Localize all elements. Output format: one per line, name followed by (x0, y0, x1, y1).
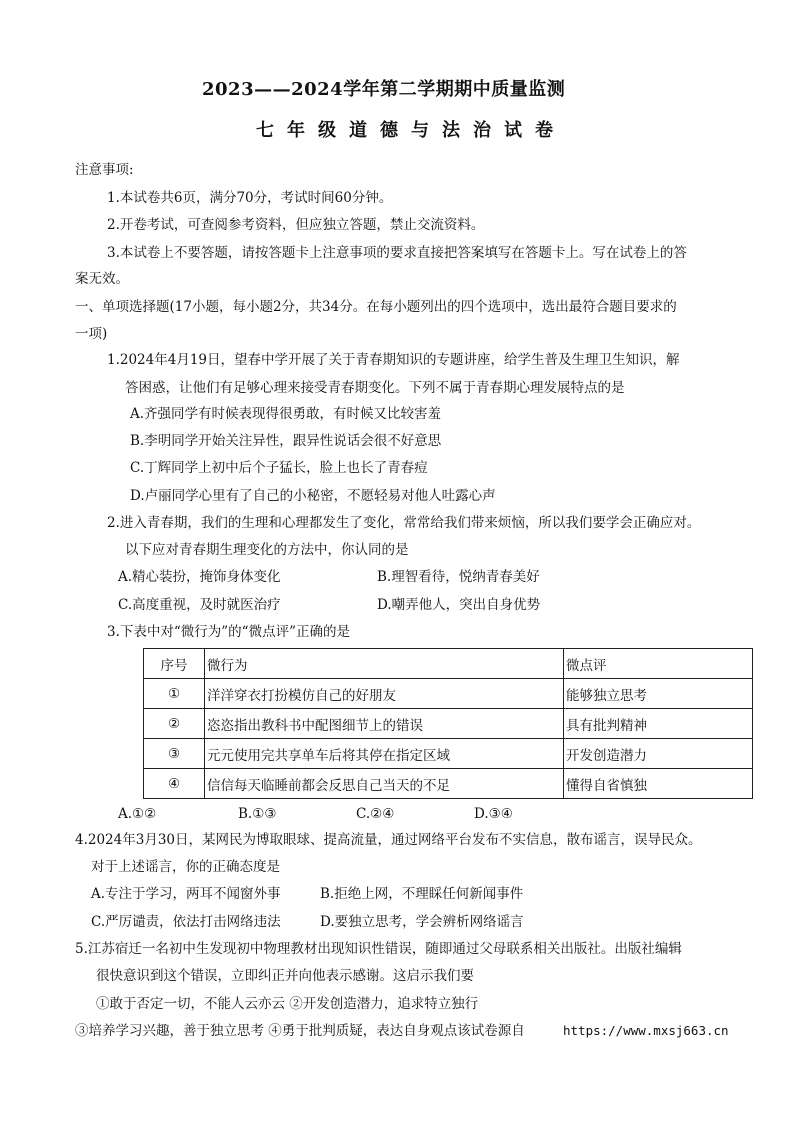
table-header-cell: 微点评 (564, 649, 753, 679)
table-cell: 懂得自省慎独 (564, 769, 753, 799)
q3-option-b: B.①③ (238, 806, 277, 822)
exam-subtitle: 七年级道德与法治试卷 (256, 120, 566, 141)
table-cell: 能够独立思考 (564, 679, 753, 709)
q2-option-d: D.嘲弄他人，突出自身优势 (377, 597, 541, 613)
q4-stem: 4.2024年3月30日，某网民为博取眼球、提高流量，通过网络平台发布不实信息，散布谣言，误导民众。 (75, 832, 702, 848)
q4-option-b: B.拒绝上网，不理睬任何新闻事件 (320, 886, 524, 902)
q5-stem: 5.江苏宿迁一名初中生发现初中物理教材出现知识性错误，随即通过父母联系相关出版社。出版社编辑 (75, 941, 682, 957)
q3-option-a: A.①② (118, 806, 157, 822)
q2-option-c: C.高度重视，及时就医治疗 (118, 597, 281, 613)
q2-option-a: A.精心装扮，掩饰身体变化 (118, 569, 281, 585)
table-cell: ① (144, 679, 205, 709)
notice-item: 案无效。 (75, 271, 129, 287)
notice-heading: 注意事项: (75, 162, 134, 178)
exam-title: 2023——2024学年第二学期期中质量监测 (202, 79, 566, 100)
q2-stem: 2.进入青春期，我们的生理和心理都发生了变化，常常给我们带来烦恼，所以我们要学会正确应对。 (107, 515, 701, 531)
q1-option-b: B.李明同学开始关注异性，跟异性说话会很不好意思 (130, 433, 442, 449)
q1-option-a: A.齐强同学有时候表现得很勇敢，有时候又比较害羞 (130, 406, 442, 422)
q1-option-d: D.卢丽同学心里有了自己的小秘密，不愿轻易对他人吐露心声 (130, 488, 496, 504)
table-cell: 信信每天临睡前都会反思自己当天的不足 (205, 769, 564, 799)
q5-choices-line2: ③培养学习兴趣，善于独立思考 ④勇于批判质疑，表达自身观点该试卷源自 (75, 1023, 525, 1039)
q4-option-d: D.要独立思考，学会辨析网络谣言 (320, 914, 524, 930)
source-url-link[interactable]: https://www.mxsj663.cn (563, 1023, 729, 1038)
q5-choices-line1: ①敢于否定一切，不能人云亦云 ②开发创造潜力，追求特立独行 (96, 996, 479, 1012)
q1-option-c: C.丁辉同学上初中后个子猛长，脸上也长了青春痘 (130, 460, 428, 476)
table-cell: ③ (144, 739, 205, 769)
notice-item: 2.开卷考试，可查阅参考资料，但应独立答题，禁止交流资料。 (107, 217, 485, 233)
q1-stem-cont: 答困惑，让他们有足够心理来接受青春期变化。下列不属于青春期心理发展特点的是 (125, 380, 625, 396)
table-cell: 元元使用完共享单车后将其停在指定区域 (205, 739, 564, 769)
table-cell: ④ (144, 769, 205, 799)
table-header-row (144, 649, 753, 679)
q3-stem: 3.下表中对“微行为”的“微点评”正确的是 (107, 624, 350, 640)
table-cell: 开发创造潜力 (564, 739, 753, 769)
q3-option-d: D.③④ (474, 806, 513, 822)
table-header-cell: 序号 (144, 649, 205, 679)
q1-stem: 1.2024年4月19日，望春中学开展了关于青春期知识的专题讲座，给学生普及生理卫生知识，解 (107, 352, 680, 368)
table-header-cell: 微行为 (205, 649, 564, 679)
notice-item: 3.本试卷上不要答题，请按答题卡上注意事项的要求直接把答案填写在答题卡上。写在试卷上的答 (107, 245, 687, 261)
table-row (144, 769, 753, 799)
table-cell: ② (144, 709, 205, 739)
q2-option-b: B.理智看待，悦纳青春美好 (377, 569, 540, 585)
table-row (144, 679, 753, 709)
q4-stem-cont: 对于上述谣言，你的正确态度是 (91, 859, 280, 875)
table-row (144, 739, 753, 769)
section-heading: 一、单项选择题(17小题，每小题2分，共34分。在每小题列出的四个选项中，选出最符合题目要求的 (75, 299, 677, 315)
q4-option-c: C.严厉谴责，依法打击网络违法 (91, 914, 281, 930)
table-cell: 恣恣指出教科书中配图细节上的错误 (205, 709, 564, 739)
q3-option-c: C.②④ (356, 806, 395, 822)
notice-item: 1.本试卷共6页，满分70分，考试时间60分钟。 (107, 190, 393, 206)
table-row (144, 709, 753, 739)
q3-table (143, 648, 753, 799)
q5-stem-cont: 很快意识到这个错误，立即纠正并向他表示感谢。这启示我们要 (96, 968, 474, 984)
section-heading-cont: 一项) (75, 326, 108, 342)
table-cell: 洋洋穿衣打扮模仿自己的好朋友 (205, 679, 564, 709)
table-cell: 具有批判精神 (564, 709, 753, 739)
q2-stem-cont: 以下应对青春期生理变化的方法中，你认同的是 (125, 542, 409, 558)
q4-option-a: A.专注于学习，两耳不闻窗外事 (91, 886, 281, 902)
